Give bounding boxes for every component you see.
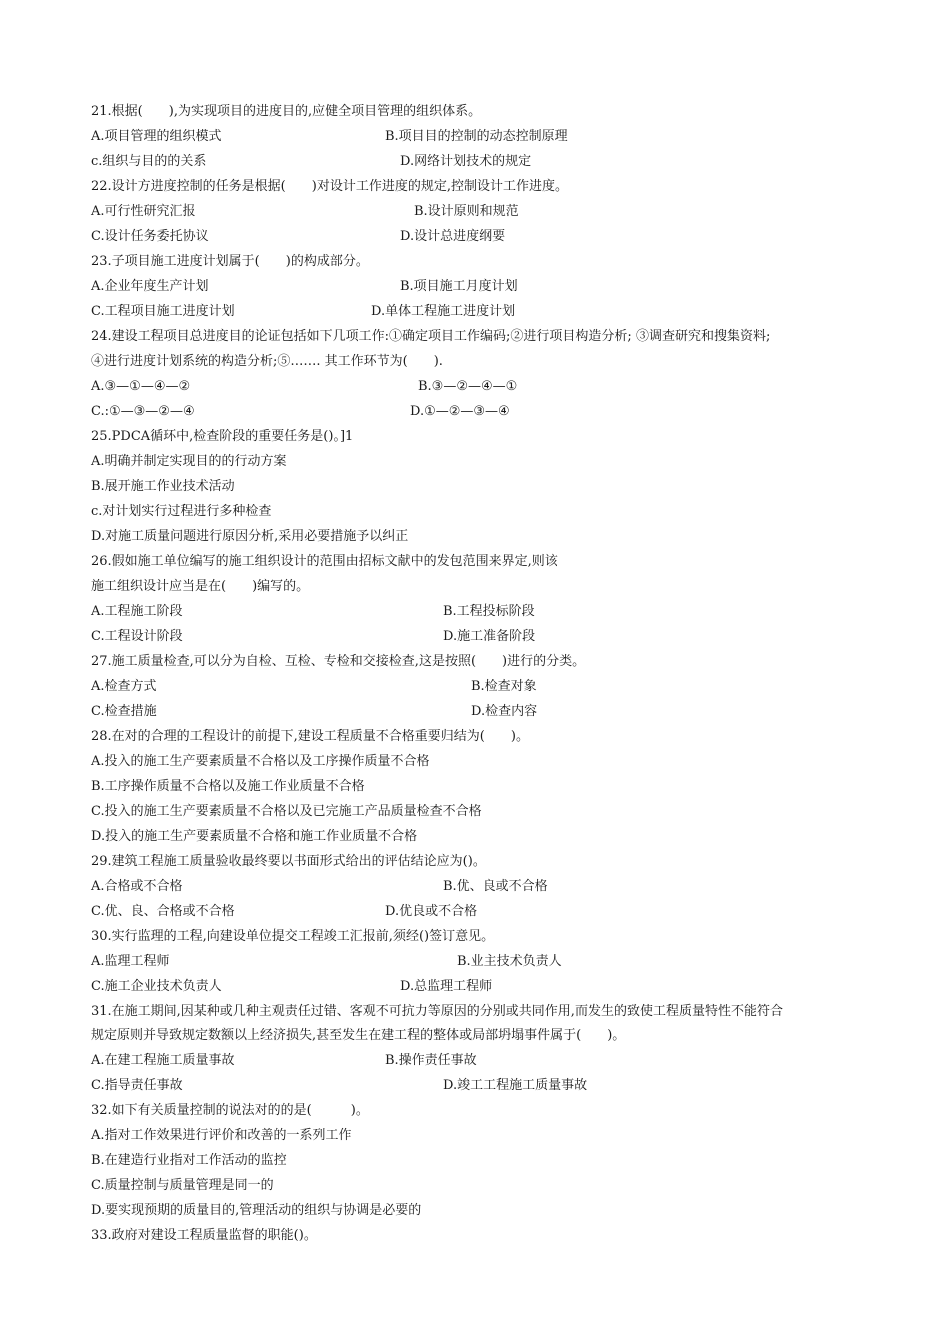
question-32-option-c (0, 1174, 950, 1198)
option-a: A.明确并制定实现目的的行动方案 (91, 454, 287, 469)
option-b: B.展开施工作业技术活动 (91, 479, 235, 494)
option-a: A.项目管理的组织模式 (91, 129, 222, 144)
option-b: B.③—②—④—① (418, 379, 518, 394)
option-c: c.组织与目的的关系 (91, 154, 207, 169)
question-stem-text: 施工组织设计应当是在( )编写的。 (91, 579, 310, 594)
question-31-stem-line-2 (0, 1024, 950, 1048)
option-d: D.投入的施工生产要素质量不合格和施工作业质量不合格 (91, 829, 418, 844)
question-25-option-b (0, 475, 950, 499)
question-30-stem (0, 925, 950, 949)
question-29-options-row-1 (0, 875, 950, 899)
question-22-options-row-2 (0, 225, 950, 249)
question-stem-text: 24.建设工程项目总进度目的论证包括如下几项工作:①确定项目工作编码;②进行项目构造分析; ③调查研究和搜集资料; (91, 329, 771, 344)
option-d: D.优良或不合格 (385, 904, 478, 919)
question-25-option-c (0, 500, 950, 524)
question-23-options-row-2 (0, 300, 950, 324)
option-d: D.检查内容 (471, 704, 538, 719)
question-stem-text: ④进行进度计划系统的构造分析;⑤……. 其工作环节为( ). (91, 354, 443, 369)
question-28-option-a (0, 750, 950, 774)
option-d: D.竣工工程施工质量事故 (443, 1078, 588, 1093)
question-31-options-row-1 (0, 1049, 950, 1073)
option-d: D.设计总进度纲要 (400, 229, 506, 244)
option-b: B.项目施工月度计划 (400, 279, 518, 294)
question-27-stem (0, 650, 950, 674)
question-24-stem-line-1 (0, 325, 950, 349)
question-32-stem (0, 1099, 950, 1123)
question-28-option-c (0, 800, 950, 824)
question-30-options-row-1 (0, 950, 950, 974)
option-c: C.工程设计阶段 (91, 629, 183, 644)
option-b: B.工程投标阶段 (443, 604, 535, 619)
option-c: C.指导责任事故 (91, 1078, 183, 1093)
question-28-stem (0, 725, 950, 749)
option-c: c.对计划实行过程进行多种检查 (91, 504, 272, 519)
question-28-option-b (0, 775, 950, 799)
option-a: A.指对工作效果进行评价和改善的一系列工作 (91, 1128, 352, 1143)
question-32-option-d (0, 1199, 950, 1223)
question-stem-text: 32.如下有关质量控制的说法对的的是( )。 (91, 1103, 369, 1118)
option-c: C.投入的施工生产要素质量不合格以及已完施工产品质量检查不合格 (91, 804, 482, 819)
option-d: D.施工准备阶段 (443, 629, 536, 644)
question-28-option-d (0, 825, 950, 849)
option-a: A.可行性研究汇报 (91, 204, 196, 219)
option-a: A.③—①—④—② (91, 379, 191, 394)
question-26-stem-line-2 (0, 575, 950, 599)
option-c: C.优、良、合格或不合格 (91, 904, 235, 919)
question-22-options-row-1 (0, 200, 950, 224)
question-27-options-row-2 (0, 700, 950, 724)
option-b: B.操作责任事故 (385, 1053, 477, 1068)
question-26-options-row-1 (0, 600, 950, 624)
question-stem-text: 21.根据( ),为实现项目的进度目的,应健全项目管理的组织体系。 (91, 104, 482, 119)
question-25-option-a (0, 450, 950, 474)
question-27-options-row-1 (0, 675, 950, 699)
question-26-options-row-2 (0, 625, 950, 649)
option-c: C.质量控制与质量管理是同一的 (91, 1178, 274, 1193)
option-c: C.设计任务委托协议 (91, 229, 209, 244)
option-b: B.设计原则和规范 (414, 204, 519, 219)
question-24-options-row-2 (0, 400, 950, 424)
option-b: B.业主技术负责人 (457, 954, 562, 969)
question-31-options-row-2 (0, 1074, 950, 1098)
question-26-stem-line-1 (0, 550, 950, 574)
question-24-stem-line-2 (0, 350, 950, 374)
option-d: D.①—②—③—④ (410, 404, 510, 419)
question-stem-text: 22.设计方进度控制的任务是根据( )对设计工作进度的规定,控制设计工作进度。 (91, 179, 568, 194)
option-c: C.工程项目施工进度计划 (91, 304, 235, 319)
option-a: A.企业年度生产计划 (91, 279, 209, 294)
question-stem-text: 30.实行监理的工程,向建设单位提交工程竣工汇报前,须经()签订意见。 (91, 929, 495, 944)
question-33-stem (0, 1224, 950, 1248)
option-b: B.在建造行业指对工作活动的监控 (91, 1153, 287, 1168)
question-29-options-row-2 (0, 900, 950, 924)
question-25-stem (0, 425, 950, 449)
option-b: B.检查对象 (471, 679, 537, 694)
question-stem-text: 27.施工质量检查,可以分为自检、互检、专检和交接检查,这是按照( )进行的分类。 (91, 654, 586, 669)
option-c: C.:①—③—②—④ (91, 404, 195, 419)
question-stem-text: 28.在对的合理的工程设计的前提下,建设工程质量不合格重要归结为( )。 (91, 729, 529, 744)
option-a: A.检查方式 (91, 679, 157, 694)
option-d: D.网络计划技术的规定 (400, 154, 532, 169)
option-d: D.总监理工程师 (400, 979, 493, 994)
question-stem-text: 26.假如施工单位编写的施工组织设计的范围由招标文献中的发包范围来界定,则该 (91, 554, 558, 569)
option-b: B.项目目的控制的动态控制原理 (385, 129, 568, 144)
question-21-stem (0, 100, 950, 124)
question-stem-text: 31.在施工期间,因某种或几种主观责任过错、客观不可抗力等原因的分别或共同作用,而发生的致使工程质量特性不能符合 (91, 1004, 783, 1019)
question-32-option-b (0, 1149, 950, 1173)
question-stem-text: 规定原则并导致规定数额以上经济损失,甚至发生在建工程的整体或局部坍塌事件属于( )。 (91, 1028, 626, 1043)
option-a: A.在建工程施工质量事故 (91, 1053, 235, 1068)
question-stem-text: 23.子项目施工进度计划属于( )的构成部分。 (91, 254, 369, 269)
option-a: A.监理工程师 (91, 954, 170, 969)
question-stem-text: 25.PDCA循环中,检查阶段的重要任务是()。]1 (91, 429, 354, 444)
option-c: C.检查措施 (91, 704, 157, 719)
option-b: B.优、良或不合格 (443, 879, 548, 894)
option-a: A.工程施工阶段 (91, 604, 183, 619)
question-24-options-row-1 (0, 375, 950, 399)
option-d: D.对施工质量问题进行原因分析,采用必要措施予以纠正 (91, 529, 409, 544)
option-a: A.投入的施工生产要素质量不合格以及工序操作质量不合格 (91, 754, 430, 769)
option-d: D.要实现预期的质量目的,管理活动的组织与协调是必要的 (91, 1203, 422, 1218)
option-c: C.施工企业技术负责人 (91, 979, 222, 994)
question-30-options-row-2 (0, 975, 950, 999)
question-23-stem (0, 250, 950, 274)
question-32-option-a (0, 1124, 950, 1148)
question-25-option-d (0, 525, 950, 549)
option-b: B.工序操作质量不合格以及施工作业质量不合格 (91, 779, 365, 794)
question-23-options-row-1 (0, 275, 950, 299)
question-stem-text: 33.政府对建设工程质量监督的职能()。 (91, 1228, 317, 1243)
question-21-options-row-1 (0, 125, 950, 149)
option-a: A.合格或不合格 (91, 879, 183, 894)
question-stem-text: 29.建筑工程施工质量验收最终要以书面形式给出的评估结论应为()。 (91, 854, 486, 869)
question-21-options-row-2 (0, 150, 950, 174)
question-31-stem-line-1 (0, 1000, 950, 1024)
question-29-stem (0, 850, 950, 874)
question-22-stem (0, 175, 950, 199)
option-d: D.单体工程施工进度计划 (371, 304, 516, 319)
